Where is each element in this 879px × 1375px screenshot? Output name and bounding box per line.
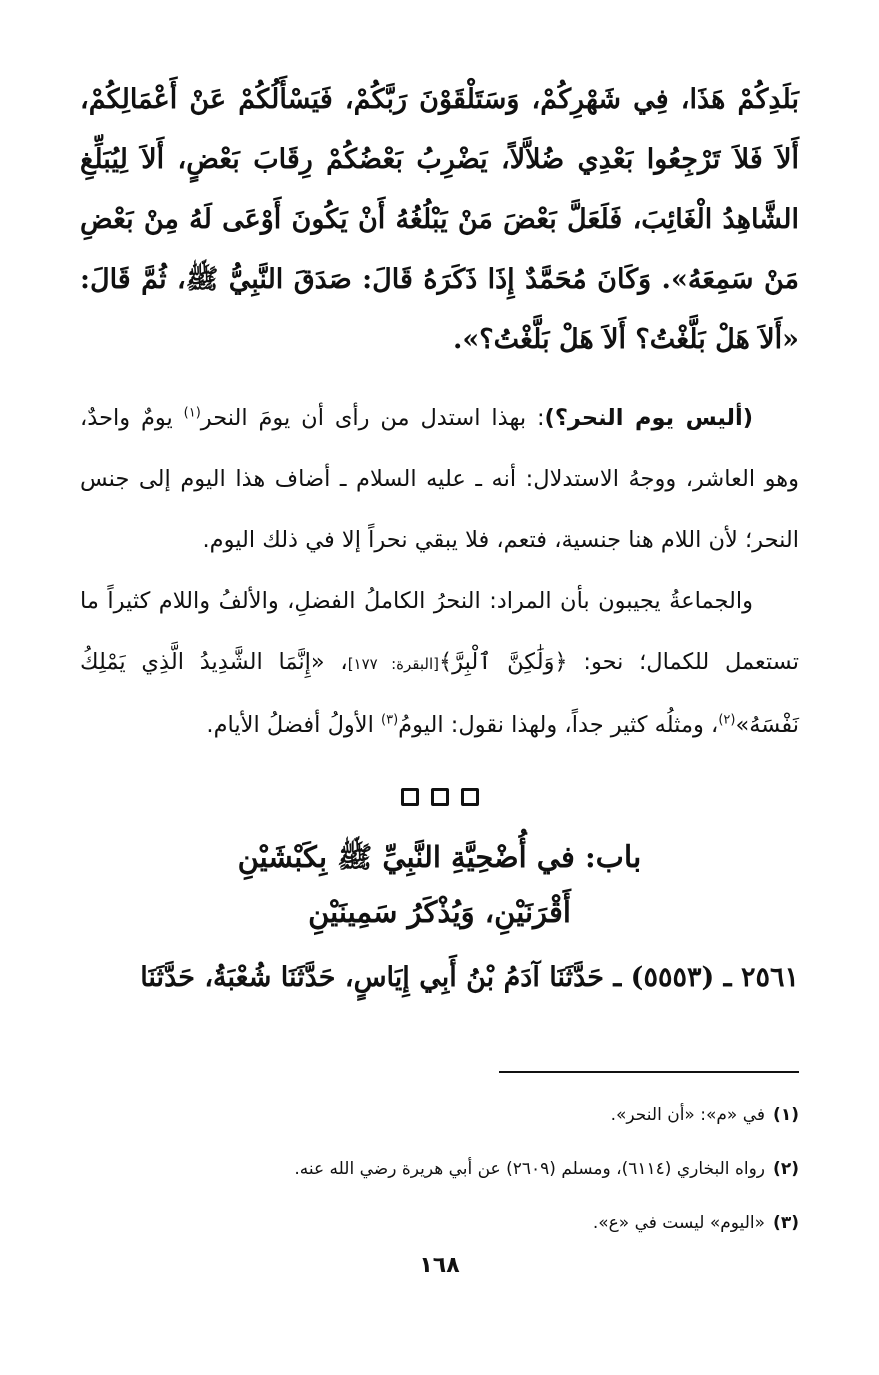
footnote-text: رواه البخاري (٦١١٤)، ومسلم (٢٦٠٩) عن أبي هريرة رضي الله عنه. — [294, 1159, 765, 1179]
square-ornament-icon — [401, 788, 419, 806]
commentary-text: ، ومثلُه كثير جداً، ولهذا نقول: اليومُ — [398, 712, 719, 738]
square-ornament-icon — [431, 788, 449, 806]
footnote-text: «اليوم» ليست في «ع». — [592, 1213, 765, 1233]
footnote-number: (٢) — [773, 1159, 799, 1179]
chapter-heading-line-2: أَقْرَنَيْنِ، وَيُذْكَرُ سَمِينَيْنِ — [308, 895, 571, 929]
footnote-number: (٣) — [773, 1213, 799, 1233]
footnotes — [80, 1088, 799, 1250]
commentary-term: (أليس يوم النحر؟) — [544, 405, 753, 431]
footnote-3 — [80, 1196, 799, 1250]
commentary-text: الأولُ أفضلُ الأيام. — [206, 712, 382, 738]
commentary — [80, 388, 799, 756]
commentary-text: : بهذا استدل من رأى أن يومَ النحر — [200, 405, 545, 431]
footnote-mark-1: (١) — [183, 405, 201, 421]
quran-reference: [البقرة: ١٧٧] — [347, 655, 439, 673]
commentary-text: والجماعةُ يجيبون بأن المراد: النحرُ الكاملُ الفضلِ، والألفُ واللام كثيراً ما تستعمل للكمال؛ نحو: ﴿وَلَٰكِنَّ ٱلْبِرَّ﴾ — [80, 588, 799, 675]
footnote-2 — [80, 1142, 799, 1196]
chapter-prefix: باب — [595, 840, 642, 875]
footnote-text: في «م»: «أن النحر». — [610, 1105, 765, 1125]
footnote-separator — [499, 1071, 799, 1073]
footnote-mark-2: (٢) — [718, 712, 736, 728]
chapter-heading-line-1 — [80, 830, 799, 885]
commentary-text: يومٌ واحدٌ، وهو العاشر، ووجهُ الاستدلال: أنه ـ عليه السلام ـ أضاف هذا اليوم إلى جنس النحر؛ لأن اللام هنا جنسية، فتعم، فلا يبقي نحراً إلا في ذلك اليوم. — [80, 405, 799, 553]
hadith-chain-start: ٢٥٦١ ـ (٥٥٥٣) ـ حَدَّثَنَا آدَمُ بْنُ أَبِي إِيَاسٍ، حَدَّثَنَا شُعْبَةُ، حَدَّثَنَا — [140, 962, 799, 993]
page-number: ١٦٨ — [419, 1253, 460, 1278]
chapter-heading — [80, 830, 799, 939]
square-ornament-icon — [461, 788, 479, 806]
footnote-mark-3: (٣) — [381, 712, 399, 728]
hadith-text: بَلَدِكُمْ هَذَا، فِي شَهْرِكُمْ، وَسَتَلْقَوْنَ رَبَّكُمْ، فَيَسْأَلُكُمْ عَنْ أَعْمَالِكُمْ، أَلاَ فَلاَ تَرْجِعُوا بَعْدِي ضُلاَّلاً، يَضْرِبُ بَعْضُكُمْ رِقَابَ بَعْضٍ، أَلاَ لِيُبَلِّغِ الشَّاهِدُ الْغَائِبَ، فَلَعَلَّ بَعْضَ مَنْ يَبْلُغُهُ أَنْ يَكُونَ أَوْعَى لَهُ مِنْ بَعْضِ مَنْ سَمِعَهُ». وَكَانَ مُحَمَّدٌ إِذَا ذَكَرَهُ قَالَ: صَدَقَ النَّبِيُّ ﷺ، ثُمَّ قَالَ: «أَلاَ هَلْ بَلَّغْتُ؟ أَلاَ هَلْ بَلَّغْتُ؟». — [80, 84, 799, 355]
footnote-number: (١) — [773, 1105, 799, 1125]
chapter-title: : في أُضْحِيَّةِ النَّبِيِّ ﷺ بِكَبْشَيْنِ — [237, 840, 596, 874]
commentary-paragraph-1 — [80, 388, 799, 571]
commentary-text: ، «إِنَّمَا الشَّدِيدُ الَّذِي يَمْلِكُ نَفْسَهُ» — [80, 649, 799, 738]
book-page — [80, 70, 799, 1335]
commentary-paragraph-2 — [80, 571, 799, 756]
footnote-1 — [80, 1088, 799, 1142]
section-divider — [80, 788, 799, 806]
